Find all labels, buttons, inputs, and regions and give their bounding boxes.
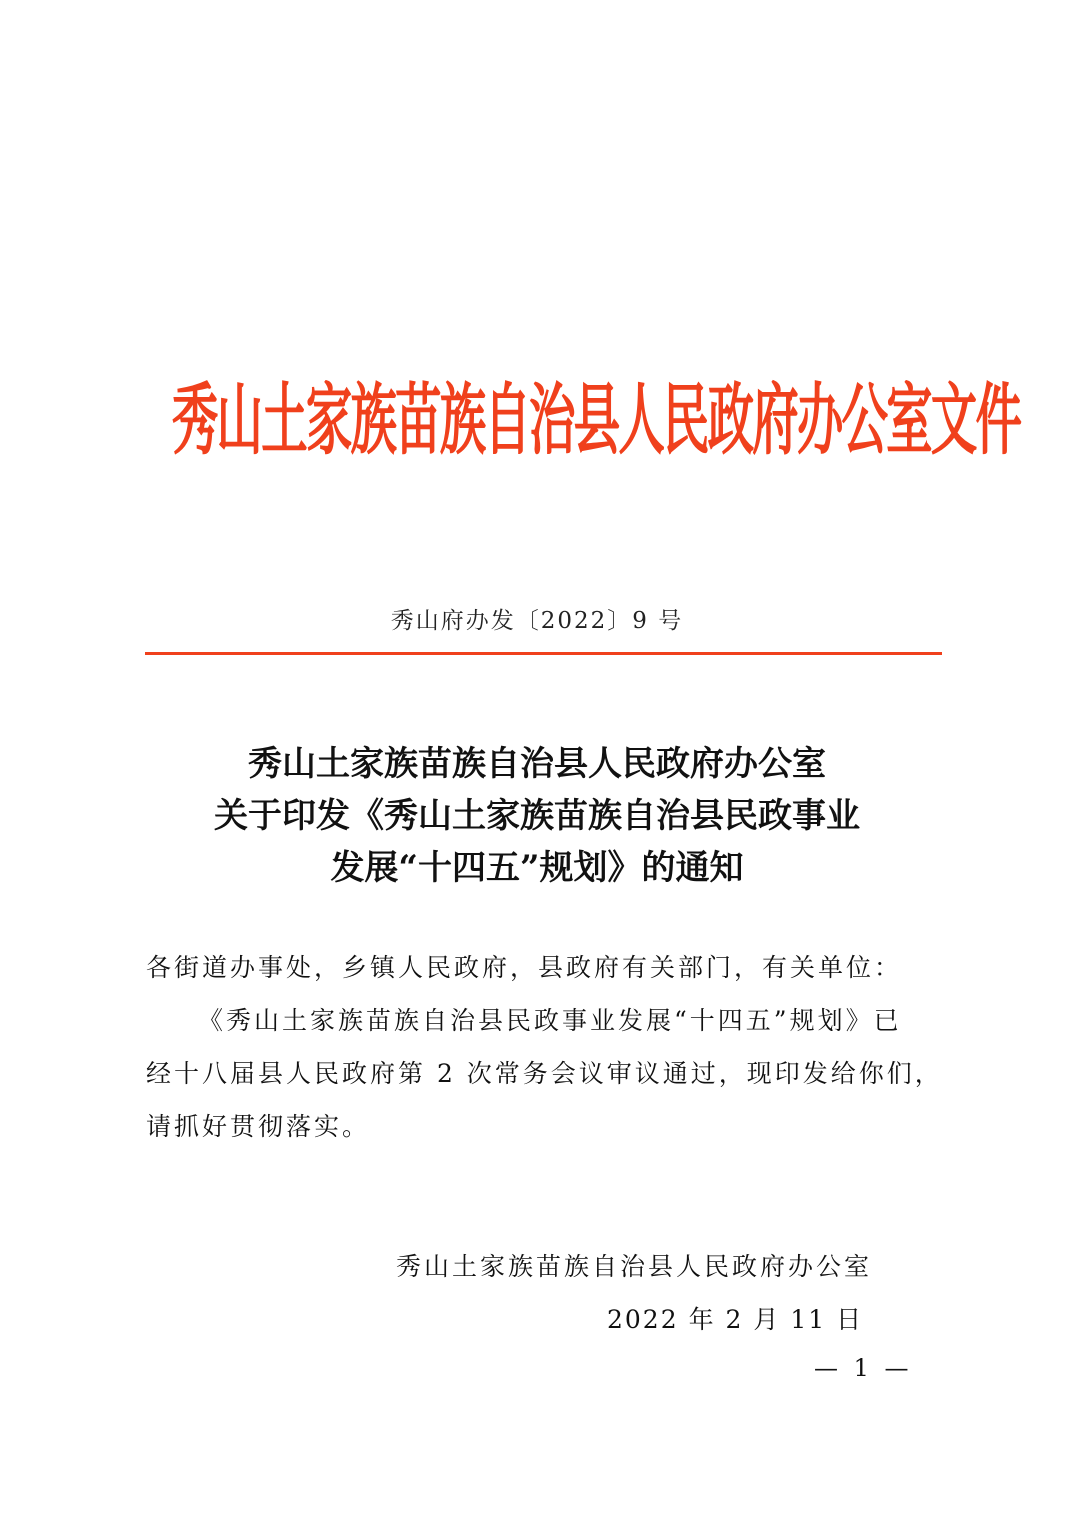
title-line-3: 发展“十四五”规划》的通知 xyxy=(330,848,744,888)
page-number: — 1 — xyxy=(814,1354,913,1382)
title-line-2: 关于印发《秀山土家族苗族自治县民政事业 xyxy=(214,796,860,836)
body-line-2: 经十八届县人民政府第 2 次常务会议审议通过，现印发给你们， xyxy=(146,1059,943,1088)
body-line-1: 《秀山土家族苗族自治县民政事业发展“十四五”规划》已 xyxy=(198,1006,902,1035)
masthead-title xyxy=(140,360,1021,480)
title-line-1: 秀山土家族苗族自治县人民政府办公室 xyxy=(248,744,826,784)
notice-title xyxy=(100,738,974,894)
body-line-3: 请抓好贯彻落实。 xyxy=(146,1112,371,1141)
signature-date: 2022 年 2 月 11 日 xyxy=(607,1305,864,1334)
signature-organization: 秀山土家族苗族自治县人民政府办公室 xyxy=(396,1252,873,1281)
body-paragraph xyxy=(146,994,946,1153)
red-separator-line xyxy=(145,652,942,655)
salutation: 各街道办事处，乡镇人民政府，县政府有关部门，有关单位： xyxy=(146,953,903,982)
masthead-text: 秀山土家族苗族自治县人民政府办公室文件 xyxy=(171,375,1021,465)
document-number: 秀山府办发〔2022〕9 号 xyxy=(390,608,684,634)
